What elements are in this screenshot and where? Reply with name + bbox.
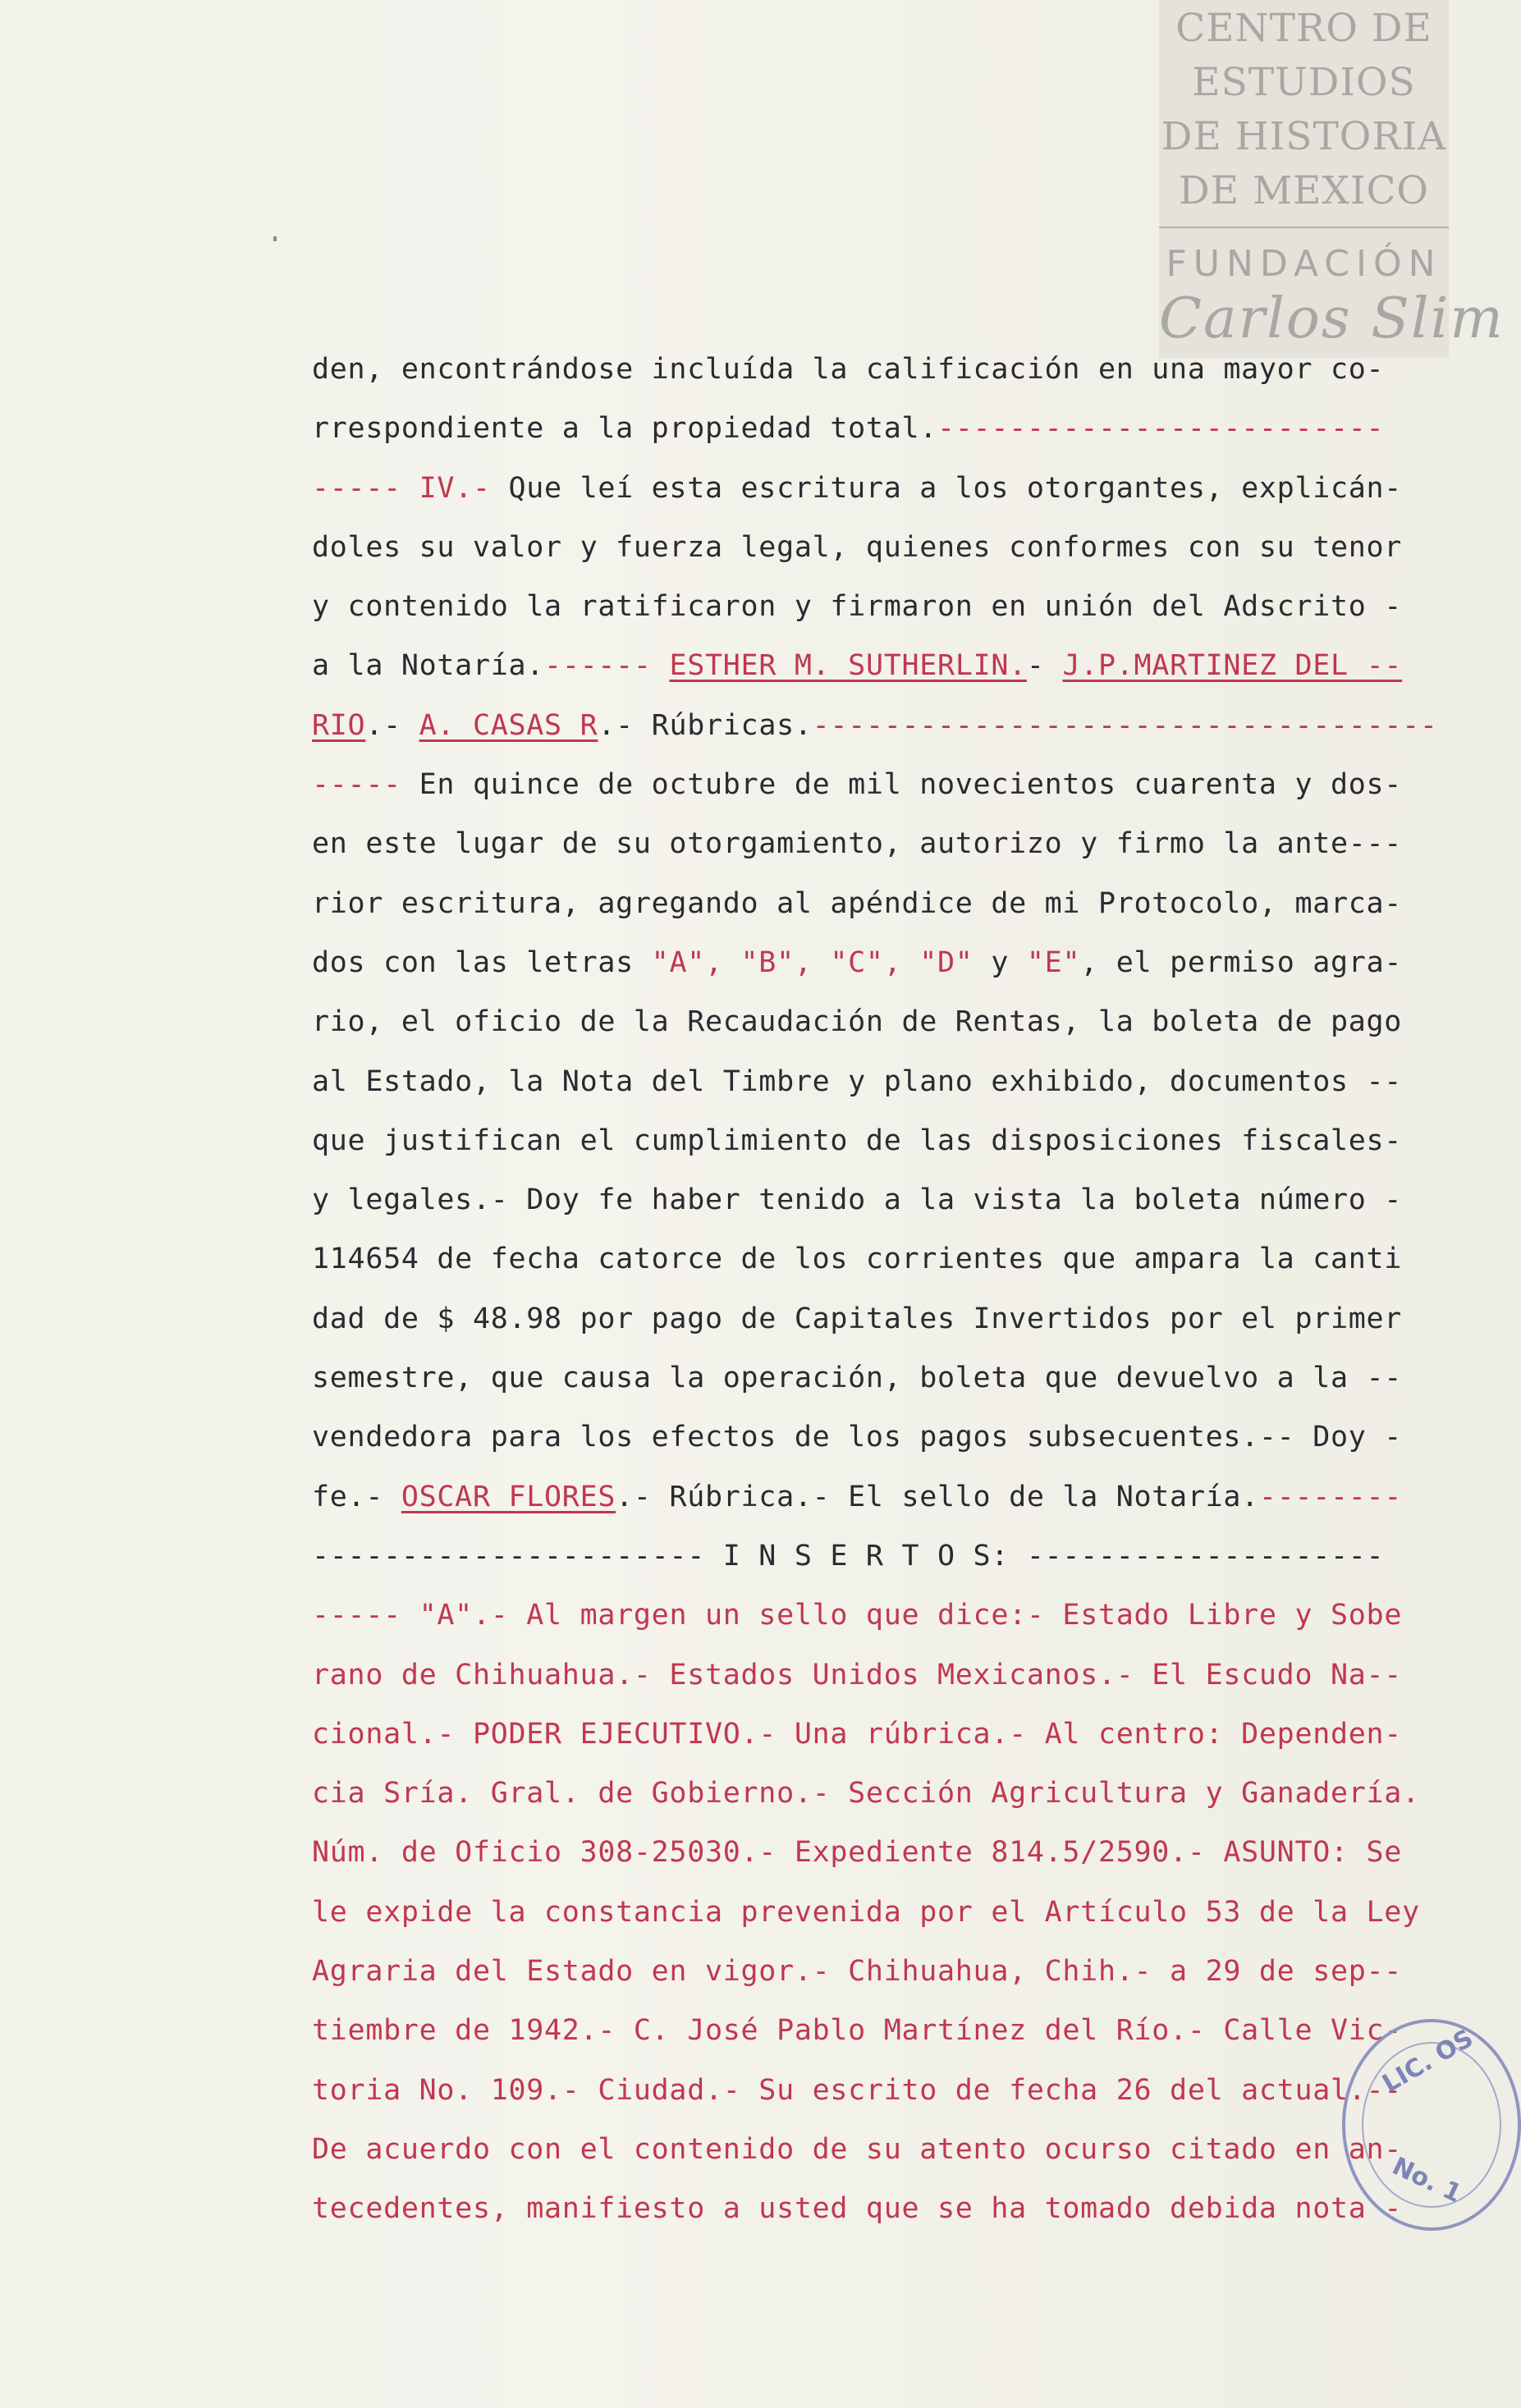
text-line	[312, 2120, 1420, 2179]
text-segment: dos con las letras	[312, 945, 652, 979]
text-segment: ESTHER M. SUTHERLIN.	[669, 649, 1027, 683]
text-segment: -----------------------------------	[812, 708, 1438, 742]
text-line	[312, 1111, 1420, 1170]
text-segment: Que leí esta escritura a los otorgantes, explicán-	[490, 471, 1403, 505]
text-line	[312, 577, 1420, 636]
text-segment: a la Notaría.	[312, 649, 545, 683]
text-line	[312, 399, 1420, 458]
text-segment: rio, el oficio de la Recaudación de Rentas, la boleta de pago	[312, 1005, 1403, 1039]
text-segment: y	[973, 945, 1027, 979]
watermark-line-2: ESTUDIOS	[1192, 60, 1416, 105]
notary-seal-stamp	[1342, 2019, 1521, 2231]
watermark-signature: Carlos Slim	[1159, 286, 1505, 351]
text-segment: den, encontrándose incluída la calificación en una mayor co-	[312, 353, 1385, 386]
text-segment: vendedora para los efectos de los pagos subsecuentes.-- Doy -	[312, 1421, 1403, 1454]
text-line	[312, 518, 1420, 577]
seal-text-top: LIC. OS	[1377, 2024, 1478, 2099]
text-segment: .- Rúbrica.- El sello de la Notaría.	[616, 1480, 1259, 1513]
text-segment: "A", "B", "C", "D"	[651, 945, 974, 979]
text-line	[312, 1170, 1420, 1229]
text-segment: A. CASAS R	[419, 708, 598, 742]
margin-mark	[273, 236, 277, 241]
watermark-divider	[1159, 227, 1449, 228]
text-segment: toria No. 109.- Ciudad.- Su escrito de fecha 26 del actual.--	[312, 2073, 1403, 2107]
text-line	[312, 933, 1420, 992]
text-segment: .-	[365, 708, 419, 742]
text-line	[312, 992, 1420, 1051]
text-line	[312, 1348, 1420, 1408]
text-line	[312, 755, 1420, 814]
text-segment: tecedentes, manifiesto a usted que se ha tomado debida nota -	[312, 2192, 1403, 2226]
text-line	[312, 1764, 1420, 1823]
text-line	[312, 1467, 1420, 1527]
text-line	[312, 1586, 1420, 1645]
text-segment: OSCAR FLORES	[401, 1480, 616, 1513]
watermark-line-4: DE MEXICO	[1179, 168, 1429, 213]
text-line	[312, 1229, 1420, 1289]
text-segment: Núm. de Oficio 308-25030.- Expediente 814.5/2590.- ASUNTO: Se	[312, 1836, 1403, 1870]
text-line	[312, 2001, 1420, 2060]
text-line	[312, 1942, 1420, 2001]
text-segment	[652, 649, 670, 682]
text-line	[312, 2179, 1420, 2238]
text-line	[312, 1883, 1420, 1942]
text-segment: rior escritura, agregando al apéndice de mi Protocolo, marca-	[312, 886, 1403, 920]
text-segment: Agraria del Estado en vigor.- Chihuahua, Chih.- a 29 de sep--	[312, 1955, 1403, 1989]
text-segment: semestre, que causa la operación, boleta que devuelvo a la --	[312, 1362, 1403, 1395]
text-line	[312, 874, 1420, 933]
watermark-line-3: DE HISTORIA	[1161, 114, 1447, 159]
text-line	[312, 1823, 1420, 1882]
text-segment: rano de Chihuahua.- Estados Unidos Mexicanos.- El Escudo Na--	[312, 1658, 1403, 1692]
text-segment: -	[1026, 649, 1063, 683]
text-segment: Al margen un sello que dice:- Estado Libre y Sobe	[508, 1599, 1403, 1632]
text-segment: que justifican el cumplimiento de las disposiciones fiscales-	[312, 1124, 1403, 1157]
text-segment: y legales.- Doy fe haber tenido a la vista la boleta número -	[312, 1183, 1403, 1217]
text-segment: y contenido la ratificaron y firmaron en unión del Adscrito -	[312, 590, 1403, 624]
text-segment: 114654 de fecha catorce de los corrientes que ampara la canti	[312, 1243, 1403, 1276]
text-segment: .- Rúbricas.	[598, 708, 813, 742]
text-segment: --------	[1258, 1480, 1403, 1513]
text-line	[312, 1527, 1420, 1586]
text-segment: ------	[544, 649, 652, 683]
text-line	[312, 1289, 1420, 1348]
text-line	[312, 814, 1420, 873]
text-segment: -------------------------	[937, 412, 1385, 446]
text-segment: ----- "A".-	[312, 1599, 509, 1632]
text-segment: , el permiso agra-	[1080, 945, 1403, 979]
text-segment: En quince de octubre de mil novecientos cuarenta y dos-	[401, 768, 1403, 802]
text-line	[312, 636, 1420, 695]
text-line	[312, 459, 1420, 518]
text-segment: De acuerdo con el contenido de su atento ocurso citado en an-	[312, 2132, 1403, 2166]
text-line	[312, 1646, 1420, 1705]
text-segment: cia Sría. Gral. de Gobierno.- Sección Agricultura y Ganadería.	[312, 1777, 1420, 1811]
text-segment: -----	[312, 768, 401, 802]
text-line	[312, 2061, 1420, 2120]
text-segment: rrespondiente a la propiedad total.	[312, 412, 938, 446]
text-segment: en este lugar de su otorgamiento, autorizo y firmo la ante---	[312, 827, 1403, 861]
text-line	[312, 340, 1420, 399]
watermark-line-1: CENTRO DE	[1175, 6, 1432, 51]
text-segment: RIO	[312, 708, 366, 742]
text-segment: cional.- PODER EJECUTIVO.- Una rúbrica.- Al centro: Dependen-	[312, 1717, 1403, 1751]
text-segment: J.P.MARTINEZ DEL --	[1062, 649, 1403, 683]
text-segment: dad de $ 48.98 por pago de Capitales Invertidos por el primer	[312, 1302, 1403, 1335]
text-segment: ----- IV.-	[312, 471, 491, 505]
text-segment: ---------------------- I N S E R T O S: --------------------	[312, 1539, 1385, 1573]
text-line	[312, 696, 1438, 755]
watermark-foundation: FUNDACIÓN	[1166, 243, 1442, 285]
text-segment: doles su valor y fuerza legal, quienes conformes con su tenor	[312, 530, 1403, 564]
text-segment: al Estado, la Nota del Timbre y plano exhibido, documentos --	[312, 1064, 1403, 1098]
text-line	[312, 1705, 1420, 1764]
text-segment: fe.-	[312, 1480, 401, 1513]
text-segment: le expide la constancia prevenida por el Artículo 53 de la Ley	[312, 1895, 1420, 1929]
text-segment: tiembre de 1942.- C. José Pablo Martínez del Río.- Calle Vic-	[312, 2014, 1403, 2048]
archive-watermark	[1159, 0, 1505, 358]
text-line	[312, 1052, 1420, 1111]
seal-text-bottom: No. 1	[1387, 2151, 1466, 2209]
text-segment: "E"	[1026, 945, 1081, 979]
text-line	[312, 1408, 1420, 1467]
